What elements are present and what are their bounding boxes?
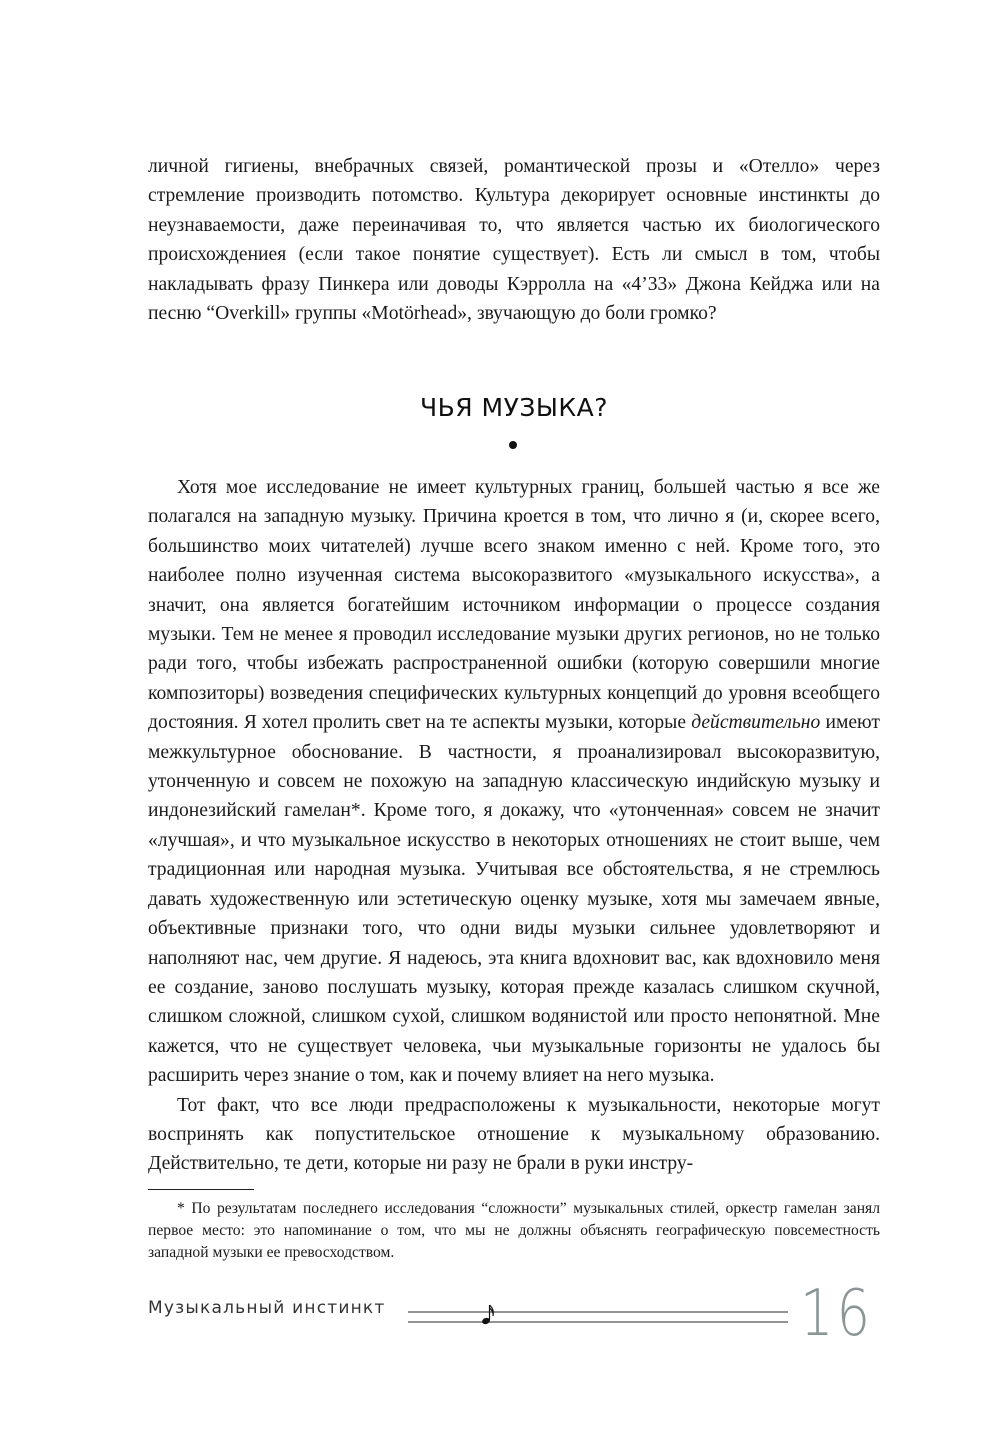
emphasized-word: действительно [691,712,821,734]
page-number: 16 [800,1277,874,1351]
footnote: * По результатам последнего исследования “сложности” музыкальных стилей, оркестр гамелан занял первое место: это напоминание о том, что мы не должны объяснять географическую повсеместность западной музыки ее превосходством. [148,1200,880,1261]
music-staff-ornament [408,1305,788,1325]
running-footer-title: Музыкальный инстинкт [148,1298,386,1318]
body-paragraph-1-part-a: Хотя мое исследование не имеет культурных границ, большей частью я все же полагался на западную музыку. Причина кроется в том, что лично я (и, скорее всего, большинство моих читателей) лучше всего знаком именно с ней. Кроме того, это наиболее полно изученная система высокоразвитого «музыкального искусства», а значит, она является богатейшим источником информации о процессе создания музыки. Тем не менее я проводил исследование музыки других регионов, но не только ради того, чтобы избежать распространенной ошибки (которую совершили многие композиторы) возведения специфических культурных концепций до уровня всеобщего достояния. Я хотел пролить свет на те аспекты музыки, которые [148,477,880,734]
heading-bullet-ornament [509,441,517,449]
footnote-separator [148,1189,254,1190]
section-body [148,473,880,1179]
body-paragraph-1 [148,473,880,1091]
section-heading: ЧЬЯ МУЗЫКА? [419,393,609,422]
intro-paragraph [148,152,880,328]
intro-paragraph-text: личной гигиены, внебрачных связей, романтической прозы и «Отелло» через стремление производить потомство. Культура декорирует основные инстинкты до неузнаваемости, даже переиначивая то, что является частью их биологического происхождениея (если такое понятие существует). Есть ли смысл в том, чтобы накладывать фразу Пинкера или доводы Кэрролла на «4’33» Джона Кейджа или на песню “Overkill» группы «Motörhead», звучающую до боли громко? [148,156,880,325]
body-paragraph-1-part-b: имеют межкультурное обоснование. В частности, я проанализировал высокоразвитую, утонченную и совсем не похожую на западную классическую индийскую музыку и индонезийский гамелан*. Кроме того, я докажу, что «утонченная» совсем не значит «лучшая», и что музыкальное искусство в некоторых отношениях не стоит выше, чем традиционная или народная музыка. Учитывая все обстоятельства, я не стремлюсь давать художественную или эстетическую оценку музыке, хотя мы замечаем явные, объективные признаки того, что одни виды музыки сильнее удовлетворяют и наполняют нас, чем другие. Я надеюсь, эта книга вдохновит вас, как вдохновило меня ее создание, заново послушать музыку, которая прежде казалась слишком скучной, слишком сложной, слишком сухой, слишком водянистой или просто непонятной. Мне кажется, что не существует человека, чьи музыкальные горизонты не удалось бы расширить через знание о том, как и почему влияет на него музыка. [148,712,880,1087]
body-paragraph-2: Тот факт, что все люди предрасположены к музыкальности, некоторые могут воспринять как попустительское отношение к музыкальному образованию. Действительно, те дети, которые ни разу не брали в руки инстру- [148,1094,880,1175]
